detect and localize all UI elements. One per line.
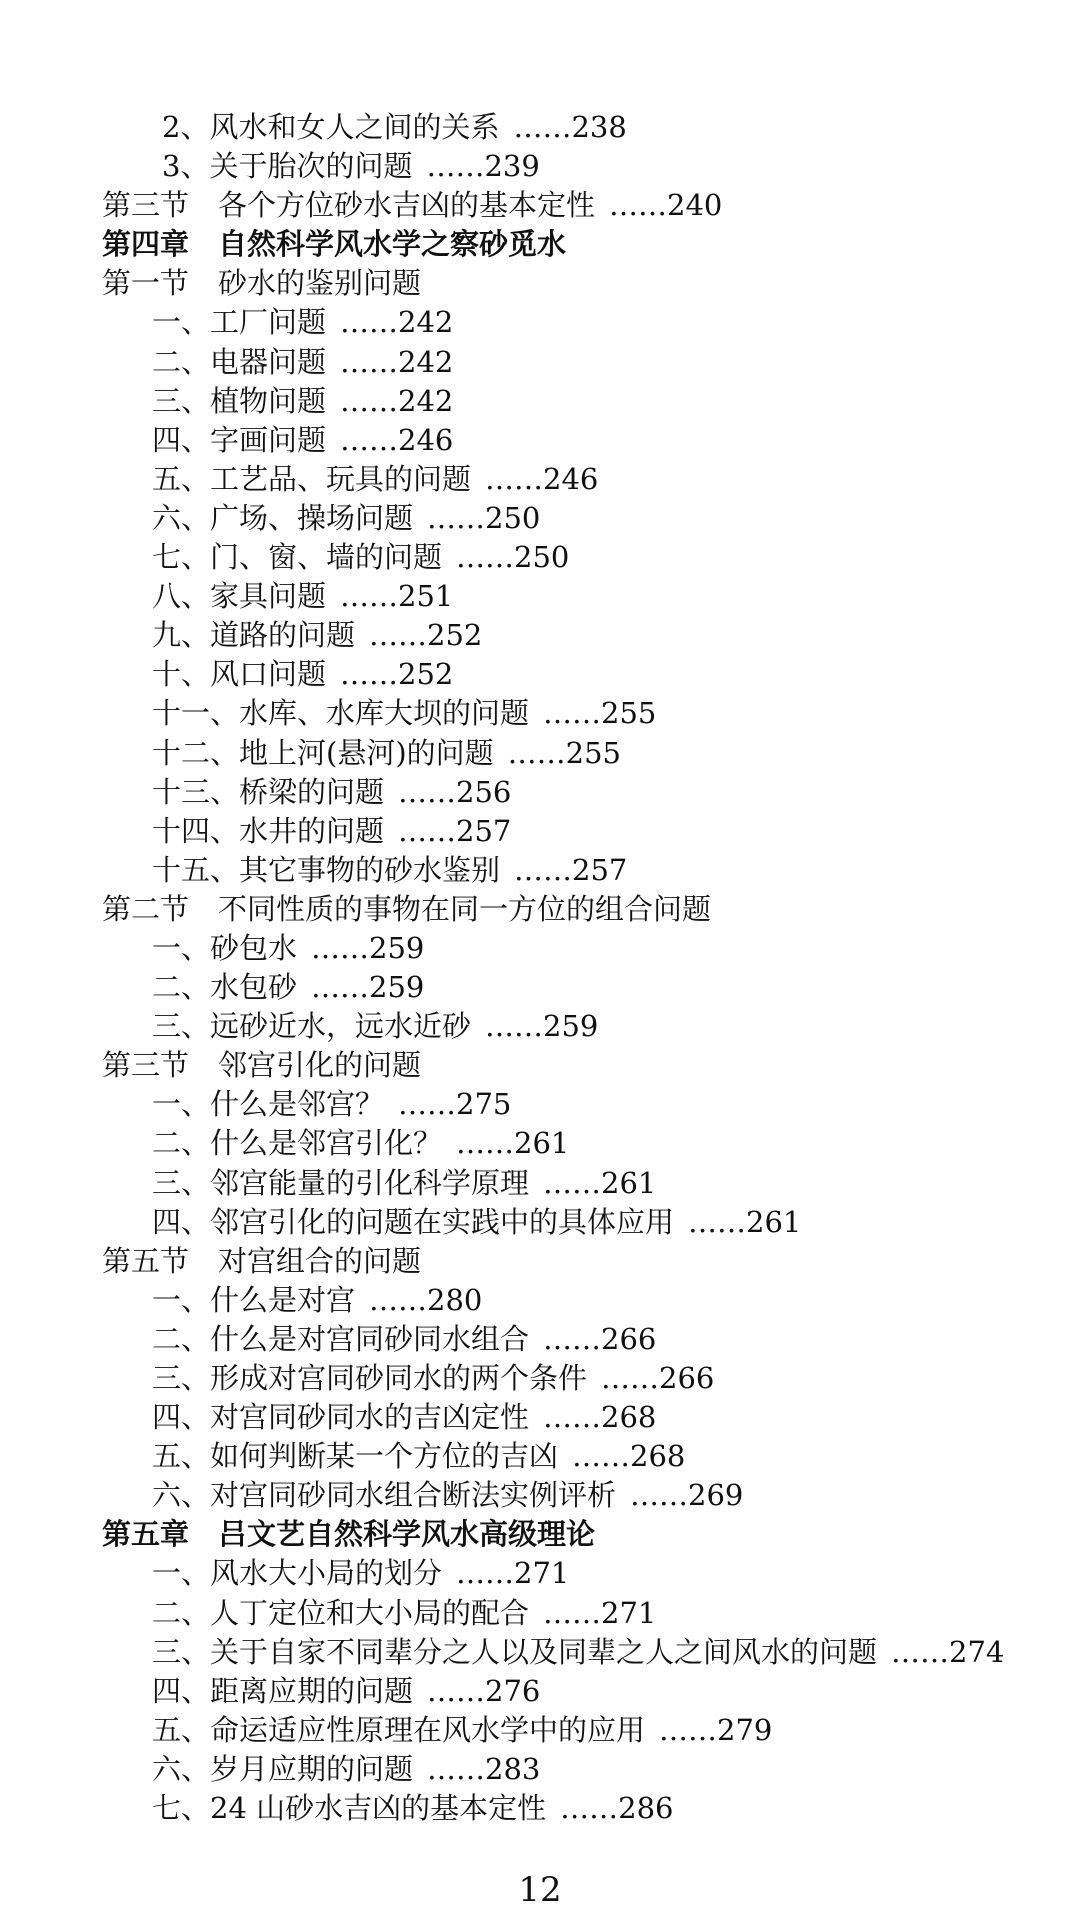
- toc-entry: [0, 108, 1080, 147]
- page-number: 12: [518, 1870, 562, 1910]
- toc-entry: [0, 1007, 1080, 1046]
- toc-entry-page: ……259: [311, 970, 425, 1005]
- toc-entry: [0, 1359, 1080, 1398]
- section-heading: [0, 264, 1080, 303]
- toc-entry-title: 二、什么是邻宫引化？: [152, 1126, 443, 1161]
- toc-entry-title: 二、什么是对宫同砂同水组合: [152, 1321, 530, 1356]
- toc-entry-title: 三、植物问题: [152, 383, 327, 418]
- toc-entry-title: 第三节 各个方位砂水吉凶的基本定性: [102, 188, 596, 223]
- toc-entry-title: 第四章 自然科学风水学之察砂觅水: [102, 227, 567, 262]
- toc-entry-title: 三、关于自家不同辈分之人以及同辈之人之间风水的问题: [152, 1634, 878, 1669]
- toc-entry-title: 五、命运适应性原理在风水学中的应用: [152, 1712, 646, 1747]
- toc-entry-title: 三、邻宫能量的引化科学原理: [152, 1165, 530, 1200]
- toc-entry: [0, 1124, 1080, 1163]
- section-heading: [0, 1046, 1080, 1085]
- toc-entry-page: ……261: [543, 1165, 657, 1200]
- section-heading: [0, 1242, 1080, 1281]
- toc-entry-title: 四、对宫同砂同水的吉凶定性: [152, 1400, 530, 1435]
- toc-entry: [0, 1437, 1080, 1476]
- toc-entry-page: ……257: [398, 813, 512, 848]
- toc-entry-title: 第五节 对宫组合的问题: [102, 1243, 422, 1278]
- toc-entry: [0, 421, 1080, 460]
- toc-entry: [0, 1594, 1080, 1633]
- toc-entry: [0, 812, 1080, 851]
- toc-entry: [0, 1203, 1080, 1242]
- toc-entry-title: 二、人丁定位和大小局的配合: [152, 1595, 530, 1630]
- toc-entry-page: ……238: [513, 110, 627, 144]
- toc-entry-page: ……246: [485, 461, 599, 496]
- toc-entry-title: 3、关于胎次的问题: [162, 149, 413, 184]
- toc-entry-page: ……257: [514, 852, 628, 887]
- toc-entry: [0, 1554, 1080, 1593]
- toc-entry-page: ……274: [891, 1634, 1005, 1669]
- toc-entry-title: 六、岁月应期的问题: [152, 1751, 414, 1786]
- toc-entry-title: 五、工艺品、玩具的问题: [152, 461, 472, 496]
- toc-entry-title: 六、对宫同砂同水组合断法实例评析: [152, 1478, 617, 1513]
- toc-entry-page: ……268: [572, 1439, 686, 1474]
- toc-entry-page: ……268: [543, 1400, 657, 1435]
- toc-entry-title: 八、家具问题: [152, 579, 327, 614]
- toc-entry: [0, 577, 1080, 616]
- toc-entry-page: ……242: [340, 383, 454, 418]
- toc-entry: [0, 734, 1080, 773]
- toc-entry-page: ……259: [311, 930, 425, 965]
- toc-entry-page: ……239: [426, 149, 540, 184]
- toc-entry-title: 七、门、窗、墙的问题: [152, 540, 443, 575]
- toc-entry-title: 四、邻宫引化的问题在实践中的具体应用: [152, 1204, 675, 1239]
- toc-entry: [0, 616, 1080, 655]
- toc-entry-page: ……252: [369, 618, 483, 653]
- toc-entry-page: ……283: [427, 1751, 541, 1786]
- toc-entry-page: ……251: [340, 579, 454, 614]
- toc-entry-title: 六、广场、操场问题: [152, 500, 414, 535]
- toc-entry-page: ……250: [456, 540, 570, 575]
- toc-entry: [0, 1085, 1080, 1124]
- toc-entry: [0, 1672, 1080, 1711]
- toc-entry-title: 一、砂包水: [152, 930, 298, 965]
- toc-entry-title: 四、字画问题: [152, 422, 327, 457]
- toc-entry: [0, 460, 1080, 499]
- toc-entry-title: 七、24 山砂水吉凶的基本定性: [152, 1791, 547, 1826]
- section-heading: [0, 186, 1080, 225]
- toc-entry-title: 十、风口问题: [152, 657, 327, 692]
- toc-entry-page: ……242: [340, 344, 454, 379]
- toc-entry-page: ……242: [340, 305, 454, 340]
- toc-entry-page: ……271: [543, 1595, 657, 1630]
- toc-entry: [0, 382, 1080, 421]
- toc-entry: [0, 1711, 1080, 1750]
- toc-entry-page: ……271: [456, 1556, 570, 1591]
- toc-entry: [0, 1320, 1080, 1359]
- toc-entry: [0, 147, 1080, 186]
- toc-entry-page: ……240: [609, 188, 723, 223]
- chapter-heading: [0, 225, 1080, 264]
- toc-entry-title: 第一节 砂水的鉴别问题: [102, 266, 422, 301]
- toc-entry: [0, 1281, 1080, 1320]
- toc-entry-page: ……280: [369, 1282, 483, 1317]
- toc-entry-page: ……279: [659, 1712, 773, 1747]
- toc-entry-page: ……286: [560, 1791, 674, 1826]
- toc-entry: [0, 1750, 1080, 1789]
- toc-entry-title: 十三、桥梁的问题: [152, 774, 385, 809]
- toc-entry-title: 2、风水和女人之间的关系: [162, 110, 500, 144]
- toc-entry-title: 十四、水井的问题: [152, 813, 385, 848]
- toc-entry-title: 一、什么是邻宫？: [152, 1087, 385, 1122]
- toc-entry-page: ……276: [427, 1673, 541, 1708]
- toc-entry-title: 九、道路的问题: [152, 618, 356, 653]
- toc-entry-title: 一、工厂问题: [152, 305, 327, 340]
- chapter-heading: [0, 1515, 1080, 1554]
- toc-entry-title: 一、什么是对宫: [152, 1282, 356, 1317]
- toc-entry-title: 四、距离应期的问题: [152, 1673, 414, 1708]
- toc-entry-page: ……261: [456, 1126, 570, 1161]
- toc-entry-page: ……275: [398, 1087, 512, 1122]
- toc-entry-title: 十二、地上河(悬河)的问题: [152, 735, 494, 770]
- toc-entry: [0, 303, 1080, 342]
- toc-entry-page: ……266: [601, 1361, 715, 1395]
- toc-entry: [0, 343, 1080, 382]
- toc-entry-title: 十五、其它事物的砂水鉴别: [152, 852, 501, 887]
- toc-entry-page: ……255: [507, 735, 621, 770]
- toc-entry-page: ……252: [340, 657, 454, 692]
- toc-entry-title: 二、水包砂: [152, 970, 298, 1005]
- toc-entry: [0, 1789, 1080, 1828]
- toc-entry: [0, 773, 1080, 812]
- toc-entry-title: 第二节 不同性质的事物在同一方位的组合问题: [102, 891, 712, 926]
- toc-entry-title: 第五章 吕文艺自然科学风水高级理论: [102, 1517, 596, 1552]
- toc-entry: [0, 1164, 1080, 1203]
- toc-entry-page: ……250: [427, 500, 541, 535]
- toc-entry-title: 一、风水大小局的划分: [152, 1556, 443, 1591]
- toc-entry-page: ……269: [630, 1478, 744, 1513]
- toc-entry: [0, 694, 1080, 733]
- toc-entry: [0, 929, 1080, 968]
- toc-entry: [0, 1476, 1080, 1515]
- toc-entry-page: ……246: [340, 422, 454, 457]
- toc-entry: [0, 538, 1080, 577]
- toc-entry-page: ……256: [398, 774, 512, 809]
- toc-entry-title: 三、形成对宫同砂同水的两个条件: [152, 1361, 588, 1395]
- toc-entry-page: ……259: [485, 1009, 599, 1044]
- toc-entry: [0, 499, 1080, 538]
- toc-entry: [0, 655, 1080, 694]
- toc-entry-title: 二、电器问题: [152, 344, 327, 379]
- toc-entry: [0, 1398, 1080, 1437]
- toc-entry-title: 五、如何判断某一个方位的吉凶: [152, 1439, 559, 1474]
- toc-entry-title: 第三节 邻宫引化的问题: [102, 1048, 422, 1083]
- toc-entry-page: ……255: [543, 696, 657, 731]
- toc-entry: [0, 851, 1080, 890]
- toc-entry-page: ……261: [688, 1204, 802, 1239]
- toc-entry-title: 三、远砂近水，远水近砂: [152, 1009, 472, 1044]
- table-of-contents: [0, 108, 1080, 1828]
- toc-entry-title: 十一、水库、水库大坝的问题: [152, 696, 530, 731]
- section-heading: [0, 890, 1080, 929]
- toc-entry: [0, 1633, 1080, 1672]
- toc-entry: [0, 968, 1080, 1007]
- toc-entry-page: ……266: [543, 1321, 657, 1356]
